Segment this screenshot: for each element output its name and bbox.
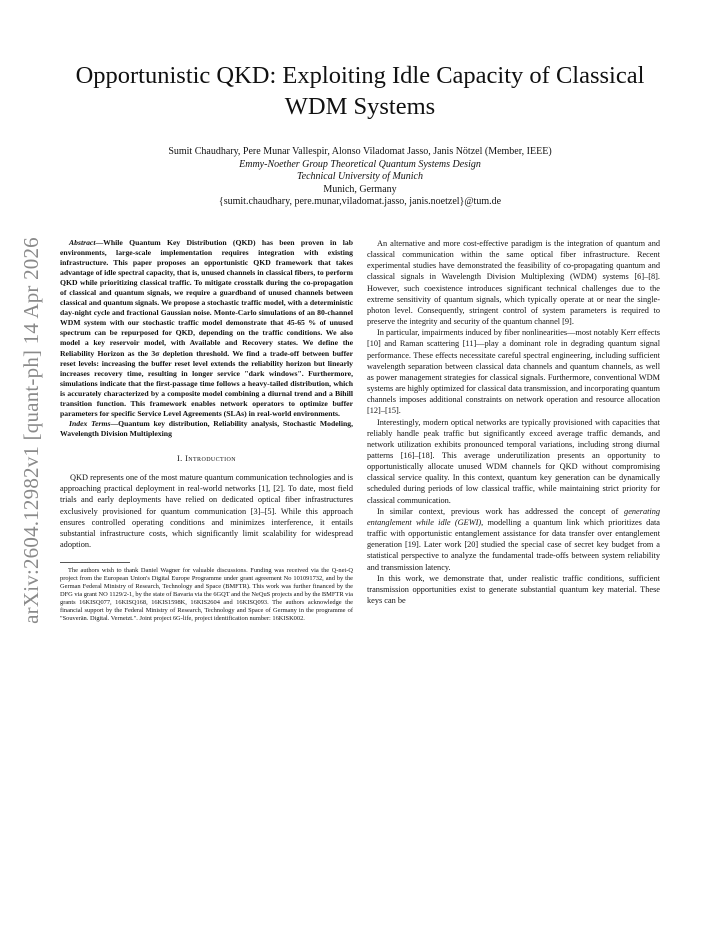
abstract-label: Abstract <box>69 238 96 247</box>
index-terms-text: —Quantum key distribution, Reliability analysis, Stochastic Modeling, Wavelength Division Multiplexing <box>60 418 353 438</box>
footnote-divider <box>60 562 130 563</box>
affiliation-university: Technical University of Munich <box>297 171 423 182</box>
intro-paragraph-3: In particular, impairments induced by fiber nonlinearities—most notably Kerr effects [10] and Raman scattering [11]—play a dominant role in degrading quantum signal performance. These effects necessitate careful spectral engineering, including sufficient wavelength separation between classical data channels and quantum channels, as well as power management strategies for classical signals. Furthermore, conventional WDM systems are highly optimized for classical data transmission, and incorporating quantum channels imposes additional constraints on network operation and resource allocation [12]–[15]. <box>367 328 660 416</box>
abstract-text: —While Quantum Key Distribution (QKD) has been proven in lab environments, large-scale implementation requires integration with existing infrastructure. This paper proposes an opportunistic QKD framework that takes advantage of idle spectral capacity, that is, unused channels in classical fibers, to perform QKD while prioritizing classical traffic. To mitigate crosstalk during the co-propagation of classical and quantum signals, we require a guardband of unused channels between classical and quantum signals. We propose a stochastic traffic model, with a deterministic day-night cycle and fractional Gaussian noise. Monte-Carlo simulations of an 80-channel WDM system with our stochastic traffic model demonstrate that 45-65 % of unused spectrum can be repurposed for QKD, depending on the traffic conditions. We also model a key reservoir model, with Available and Recovery states. We define the Reliability Horizon as the 3σ depletion threshold. We find a trade-off between buffer reset levels: increasing the buffer reset level extends the reliability horizon but linearly increases recovery time, resulting in longer service "dark windows". Furthermore, simulations indicate that the first-passage time follows a heavy-tailed distribution, which is accurately characterized by a composite model combining a diurnal trend and a Bihill transition function. This framework enables network operators to optimize buffer parameters for specific Service Level Agreements (SLAs) in real-world environments. <box>60 238 353 418</box>
arxiv-id: arXiv:2604.12982v1 [quant-ph] 14 Apr 2026 <box>18 236 43 624</box>
intro-paragraph-1: QKD represents one of the most mature quantum communication technologies and is approaching practical deployment in real-world networks [1], [2]. To date, most field trials and early deployments have relied on dedicated optical fiber infrastructures exclusively provisioned for quantum communication [3]–[5]. While this approach ensures controlled operating conditions and minimizes interference, it entails substantial infrastructure costs, which significantly limit scalability for widespread adoption. <box>60 473 353 550</box>
left-column <box>60 238 353 623</box>
index-terms <box>60 419 353 439</box>
gewi-text-start: In similar context, previous work has addressed the concept of <box>377 506 625 516</box>
section-heading-introduction: I. Introduction <box>176 453 236 463</box>
affiliation-group: Emmy-Noether Group Theoretical Quantum Systems Design <box>239 158 481 170</box>
gewi-emphasis: generating entanglement while idle (GEWI) <box>367 506 660 527</box>
author-names: Sumit Chaudhary, Pere Munar Vallespir, Alonso Viladomat Jasso, Janis Nötzel (Member, IEEE) <box>168 146 552 157</box>
abstract <box>60 238 353 419</box>
intro-paragraph-2: An alternative and more cost-effective paradigm is the integration of quantum and classical communication within the same optical fiber infrastructure. Recent experimental studies have demonstrated the feasibility of co-propagating quantum and classical signals in Wavelength Division Multiplexing (WDM) systems [6]–[8]. However, such coexistence introduces significant technical challenges due to the extreme sensitivity of quantum signals, which typically operate at or near the single-photon level. Consequently, stringent control of system parameters is required to preserve the integrity and security of the quantum channel [9]. <box>367 239 660 327</box>
acknowledgement-footnote: The authors wish to thank Daniel Wagner for valuable discussions. Funding was received via the Q-net-Q project from the European Union's Digital Europe Programme under grant agreement No 101091732, and by the German Federal Ministry of Research, Technology and Space (BMFTR). This work was further financed by the DFG via grant NO 1129/2-1, by the state of Bavaria via the 6GQT and the NeQuS projects and by the BMFTR via grants 16KISQ077, 16KISQ168, 16KIS1598K, 16KIS2604 and 16KISQ093. The authors acknowledge the financial support by the Federal Ministry of Research, Technology and Space of Germany in the programme of "Souverän. Digital. Vernetzt.". Joint project 6G-life, project identification number: 16KISK002. <box>60 567 353 622</box>
right-column <box>367 238 660 606</box>
gewi-text-end: , modelling a quantum link which prioritizes data traffic with opportunistic entanglement assistance for data transfer over entanglement generation [19]. Later work [20] studied the special case of secret key budget from a statistical perspective to analyze the fundamental trade-offs between system reliability and transmission latency. <box>367 517 660 572</box>
arxiv-watermark <box>14 236 48 624</box>
affiliation-city: Munich, Germany <box>323 183 397 195</box>
intro-paragraph-4: Interestingly, modern optical networks are typically provisioned with capacities that reliably handle peak traffic but significantly exceed average traffic demands, and network utilization exhibits pronounced temporal variations, including strong diurnal patterns [16]–[18]. This average underutilization presents an opportunity to opportunistically allocate unused WDM channels for QKD without compromising classical service quality. In this context, quantum key generation can be dynamically scheduled during periods of low classical traffic, while maintaining strict priority for classical communication. <box>367 417 660 505</box>
intro-paragraph-5 <box>367 506 660 573</box>
index-terms-label: Index Terms <box>69 418 111 428</box>
intro-paragraph-6: In this work, we demonstrate that, under realistic traffic conditions, sufficient transmission opportunities exist to generate substantial quantum key material. These keys can be <box>367 573 660 605</box>
author-emails: {sumit.chaudhary, pere.munar,viladomat.jasso, janis.noetzel}@tum.de <box>218 196 502 207</box>
paper-title: Opportunistic QKD: Exploiting Idle Capacity of Classical WDM Systems <box>75 62 645 120</box>
author-block <box>40 146 680 209</box>
